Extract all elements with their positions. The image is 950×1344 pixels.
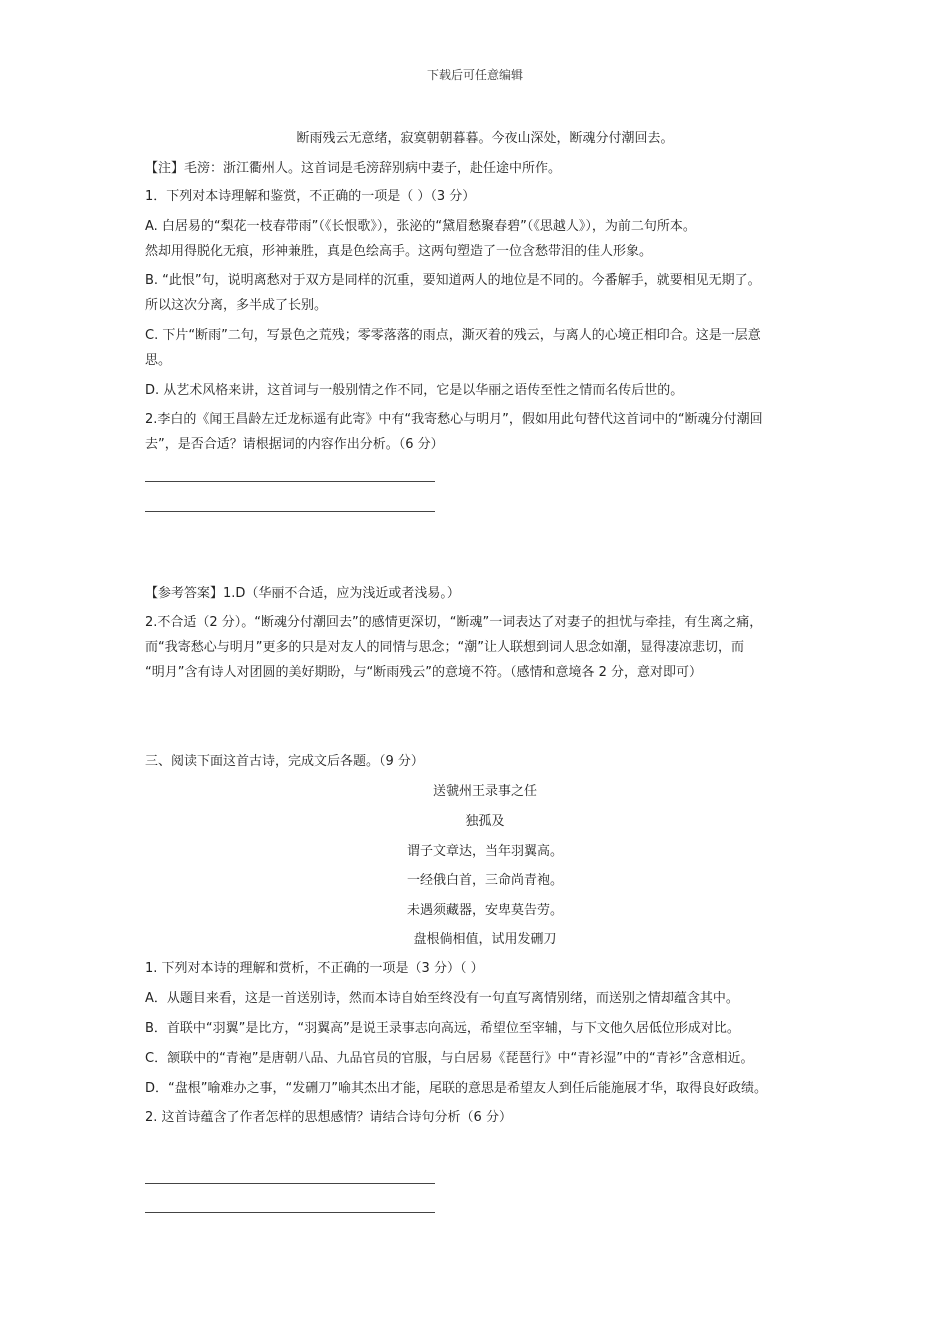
option-b-line-2: 所以这次分离，多半成了长别。 <box>145 298 328 313</box>
option-c-line-2: 思。 <box>145 353 172 368</box>
section-3-option-b: B．首联中“羽翼”是比方，“羽翼高”是说王录事志向高远，希望位至宰辅，与下文他久居低位形成对比。 <box>145 1021 740 1036</box>
poem-line-2: 一经俄白首，三命尚青袍。 <box>406 873 563 888</box>
answer-key-2-line-2: 而“我寄愁心与明月”更多的只是对友人的同情与思念；“潮”让人联想到词人思念如潮，显得凄凉悲切，而 <box>145 640 744 655</box>
question-2-line-1: 2.李白的《闻王昌龄左迁龙标遥有此寄》中有“我寄愁心与明月”，假如用此句替代这首词中的“断魂分付潮回 <box>145 412 763 427</box>
answer-line-1[interactable] <box>145 481 435 482</box>
poem-line-3: 未遇须藏器，安卑莫告劳。 <box>406 903 563 918</box>
poem-author: 独孤及 <box>465 814 505 829</box>
option-c-line-1: C. 下片“断雨”二句，写景色之荒残；零零落落的雨点，澌灭着的残云，与离人的心境正相印合。这是一层意 <box>145 328 761 343</box>
section-3-option-a: A．从题目来看，这是一首送别诗，然而本诗自始至终没有一句直写离情别绪，而送别之情却蕴含其中。 <box>145 991 739 1006</box>
poem-line-1: 谓子文章达，当年羽翼高。 <box>406 844 563 859</box>
option-d-line-1: D. 从艺术风格来讲，这首词与一般别情之作不同，它是以华丽之语传至性之情而名传后世的。 <box>145 383 684 398</box>
answer-line-2[interactable] <box>145 511 435 512</box>
section-3-option-c: C．颔联中的“青袍”是唐朝八品、九品官员的官服，与白居易《琵琶行》中“青衫湿”中的“青衫”含意相近。 <box>145 1051 754 1066</box>
question-1-stem: 1．下列对本诗理解和鉴赏，不正确的一项是（ ）（3 分） <box>145 189 476 204</box>
section-3-question-2-stem: 2. 这首诗蕴含了作者怎样的思想感情？请结合诗句分析（6 分） <box>145 1110 512 1125</box>
poem-line: 断雨残云无意绪，寂寞朝朝暮暮。今夜山深处，断魂分付潮回去。 <box>296 131 674 146</box>
answer-key-1: 【参考答案】1.D（华丽不合适，应为浅近或者浅易。） <box>145 586 460 601</box>
page-header: 下载后可任意编辑 <box>426 68 523 82</box>
question-2-line-2: 去”，是否合适？请根据词的内容作出分析。（6 分） <box>145 437 444 452</box>
answer-key-2-line-3: “明月”含有诗人对团圆的美好期盼，与“断雨残云”的意境不符。（感情和意境各 2 分，意对即可） <box>145 665 702 680</box>
poem-line-4: 盘根倘相值，试用发硎刀 <box>413 932 557 947</box>
answer-key-2-line-1: 2.不合适（2 分）。“断魂分付潮回去”的感情更深切，“断魂”一词表达了对妻子的担忧与牵挂，有生离之痛， <box>145 615 763 630</box>
section-3-question-1-stem: 1. 下列对本诗的理解和赏析，不正确的一项是（3 分）（ ） <box>145 961 484 976</box>
option-a-line-1: A. 白居易的“梨花一枝春带雨”（《长恨歌》），张泌的“黛眉愁聚春碧”（《思越人》），为前二句所本。 <box>145 219 696 234</box>
option-b-line-1: B. “此恨”句，说明离愁对于双方是同样的沉重，要知道两人的地位是不同的。今番解手，就要相见无期了。 <box>145 273 761 288</box>
section-3-heading: 三、阅读下面这首古诗，完成文后各题。（9 分） <box>145 754 424 769</box>
section-3-answer-line-1[interactable] <box>145 1183 435 1184</box>
poem-title: 送虢州王录事之任 <box>432 784 537 799</box>
poem-note: 【注】毛滂：浙江衢州人。这首词是毛滂辞别病中妻子，赴任途中所作。 <box>145 161 562 176</box>
section-3-option-d: D．“盘根”喻难办之事，“发硎刀”喻其杰出才能，尾联的意思是希望友人到任后能施展才华，取得良好政绩。 <box>145 1081 767 1096</box>
section-3-answer-line-2[interactable] <box>145 1212 435 1213</box>
option-a-line-2: 然却用得脱化无痕，形神兼胜，真是色绘高手。这两句塑造了一位含愁带泪的佳人形象。 <box>145 244 653 259</box>
